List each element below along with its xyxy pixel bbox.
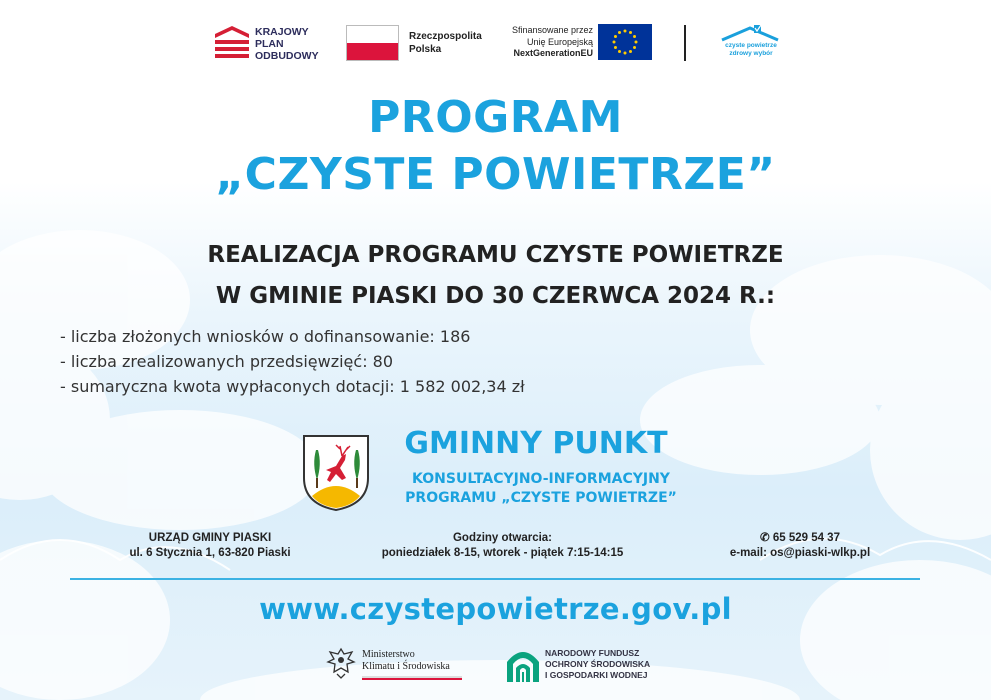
ministry-logo-stripe	[362, 676, 462, 680]
kpo-logo-line: PLAN	[255, 38, 284, 50]
rp-logo-line: Rzeczpospolita	[409, 31, 482, 42]
deer-crest-icon	[302, 434, 370, 512]
opening-hours-block	[355, 531, 650, 561]
polish-flag-icon	[346, 25, 399, 61]
stat-item: - liczba złożonych wniosków o dofinansowanie: 186	[60, 327, 471, 346]
nfosigw-logo-line: I GOSPODARKI WODNEJ	[545, 670, 648, 680]
rp-logo-line: Polska	[409, 44, 442, 55]
email-address: e-mail: os@piaski-wlkp.pl	[729, 547, 871, 559]
logo-divider	[684, 25, 686, 61]
nfosigw-logo-line: OCHRONY ŚRODOWISKA	[545, 659, 651, 669]
eu-star	[633, 35, 636, 38]
eu-star	[614, 35, 617, 38]
subtitle-line-1: REALIZACJA PROGRAMU CZYSTE POWIETRZE	[207, 242, 784, 268]
kpo-logo-line: KRAJOWY	[255, 26, 309, 38]
phone-number: ✆ 65 529 54 37	[760, 532, 840, 544]
czyste-logo-line: zdrowy wybór	[729, 49, 773, 57]
eu-star	[613, 41, 616, 44]
eu-logo-line: NextGenerationEU	[513, 48, 593, 58]
office-address: ul. 6 Stycznia 1, 63-820 Piaski	[129, 547, 291, 559]
eagle-emblem-icon	[326, 646, 356, 680]
office-name: URZĄD GMINY PIASKI	[148, 532, 272, 544]
hours-label: Godziny otwarcia:	[452, 532, 553, 544]
eu-logo-line: Sfinansowane przez	[511, 25, 593, 35]
stat-item: - sumaryczna kwota wypłaconych dotacji: 1 582 002,34 zł	[60, 377, 525, 396]
nfosigw-arch-icon	[505, 644, 541, 684]
ministry-logo-line: Ministerstwo	[362, 649, 415, 660]
website-link[interactable]: www.czystepowietrze.gov.pl	[259, 592, 732, 626]
eu-star	[614, 46, 617, 49]
ministry-logo-line: Klimatu i Środowiska	[362, 661, 450, 672]
house-roof-icon	[720, 24, 780, 42]
eu-star	[633, 46, 636, 49]
kpo-logo	[215, 24, 345, 64]
divider-line	[70, 578, 920, 580]
punkt-title: GMINNY PUNKT	[404, 426, 668, 461]
program-title-line-1: PROGRAM	[368, 92, 623, 143]
eu-logo-line: Unię Europejską	[526, 36, 593, 47]
ministry-logo	[326, 644, 466, 684]
nfosigw-logo-line: NARODOWY FUNDUSZ	[545, 648, 640, 658]
nfosigw-logo	[505, 644, 665, 686]
rzeczpospolita-logo	[346, 25, 491, 63]
hours-value: poniedziałek 8-15, wtorek - piątek 7:15-14:15	[381, 547, 624, 559]
office-address-block	[105, 531, 315, 561]
punkt-subtitle-1: KONSULTACYJNO-INFORMACYJNY	[412, 471, 670, 487]
program-title-line-2: „CZYSTE POWIETRZE”	[215, 149, 776, 200]
eu-star	[629, 50, 632, 53]
stats-list	[60, 324, 525, 399]
eu-star	[618, 31, 621, 34]
czyste-logo-line: czyste powietrze	[725, 42, 777, 49]
eu-star	[618, 50, 621, 53]
contact-block	[700, 531, 900, 561]
eu-star	[629, 31, 632, 34]
eu-flag-icon	[598, 24, 652, 60]
eu-star	[624, 30, 627, 33]
eu-star	[635, 41, 638, 44]
kpo-logo-line: ODBUDOWY	[255, 50, 319, 62]
punkt-subtitle-2: PROGRAMU „CZYSTE POWIETRZE”	[405, 490, 677, 506]
stat-item: - liczba zrealizowanych przedsięwzięć: 80	[60, 352, 394, 371]
partner-logos-bar	[0, 22, 991, 66]
czyste-powietrze-logo	[720, 24, 780, 62]
subtitle-line-2: W GMINIE PIASKI DO 30 CZERWCA 2024 R.:	[215, 283, 776, 309]
kpo-stripes-icon	[215, 26, 249, 60]
eu-star	[624, 52, 627, 55]
eu-funding-logo	[500, 23, 655, 63]
